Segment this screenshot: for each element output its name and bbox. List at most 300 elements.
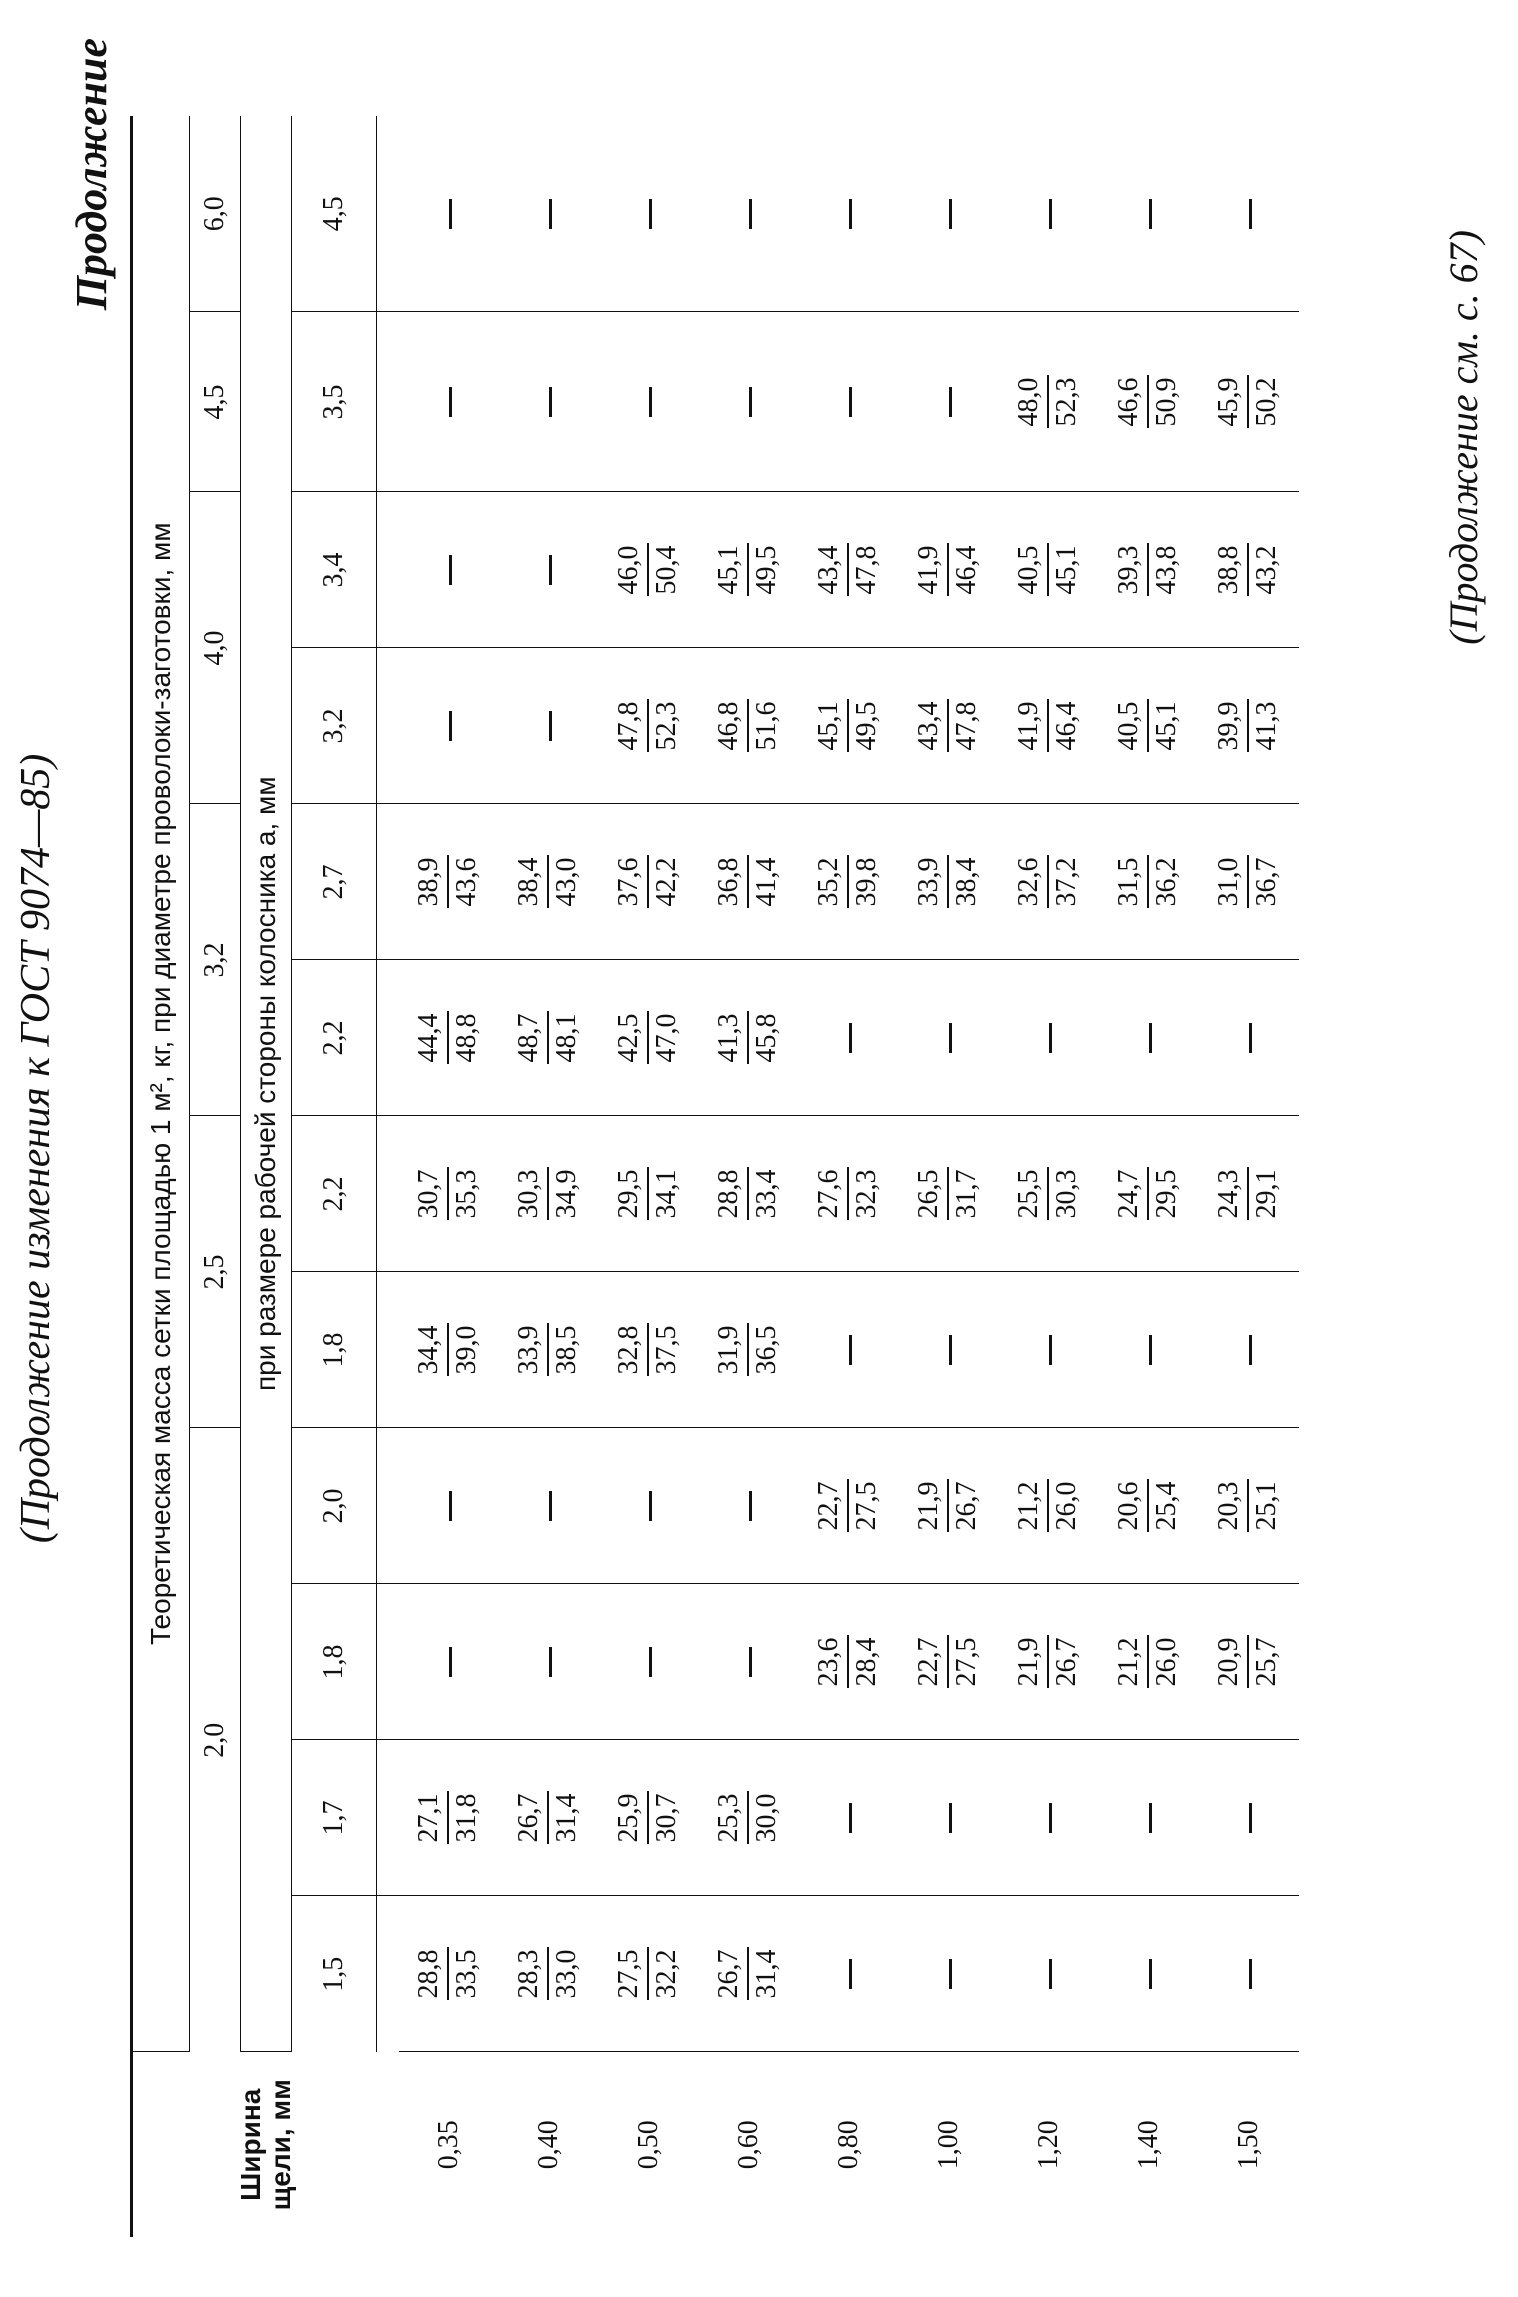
table-cell (1099, 1584, 1199, 1740)
table-cell (599, 1896, 699, 2052)
table-cell (599, 1584, 699, 1740)
table-cell (1199, 1116, 1299, 1272)
mass-value-top: 43,4 (915, 700, 949, 753)
a-size-header: 1,7 (292, 1740, 377, 1896)
mass-value-bottom: 50,4 (651, 545, 682, 595)
mass-fraction (1015, 1480, 1081, 1533)
mass-value-top: 46,6 (1115, 376, 1149, 429)
mass-fraction (615, 1324, 681, 1377)
table-row (399, 116, 499, 2237)
table-cell (999, 116, 1099, 312)
mass-value-bottom: 47,8 (951, 701, 982, 751)
mass-value-bottom: 39,0 (451, 1325, 482, 1375)
table-cell (1099, 492, 1199, 648)
empty-dash (449, 1647, 452, 1677)
table-cell (999, 1896, 1099, 2052)
mass-value-bottom: 26,0 (1051, 1481, 1082, 1531)
mass-value-top: 41,9 (915, 544, 949, 597)
mass-fraction (1215, 700, 1281, 753)
mass-fraction (515, 1324, 581, 1377)
mass-fraction (815, 700, 881, 753)
mass-value-top: 48,7 (515, 1012, 549, 1065)
table-cell (499, 1896, 599, 2052)
mass-fraction (415, 1168, 481, 1221)
a-size-header: 2,2 (292, 960, 377, 1116)
table-cell (799, 1272, 899, 1428)
mass-fraction (515, 1012, 581, 1065)
mass-fraction (1115, 376, 1181, 429)
empty-dash (1149, 199, 1152, 229)
empty-dash (1149, 1959, 1152, 1989)
table-cell (699, 804, 799, 960)
empty-dash (1249, 199, 1252, 229)
a-size-header: 1,8 (292, 1272, 377, 1428)
mass-fraction (715, 1324, 781, 1377)
mass-value-top: 31,5 (1115, 856, 1149, 909)
mass-value-top: 28,8 (715, 1168, 749, 1221)
table-cell (799, 1896, 899, 2052)
mass-value-top: 47,8 (615, 700, 649, 753)
mass-value-bottom: 47,8 (851, 545, 882, 595)
mass-fraction (615, 544, 681, 597)
mass-fraction (715, 700, 781, 753)
mass-value-bottom: 49,5 (751, 545, 782, 595)
diameter-header-row (190, 116, 241, 2237)
mass-value-top: 25,5 (1015, 1168, 1049, 1221)
mass-value-bottom: 33,4 (751, 1169, 782, 1219)
header-rule-cell (377, 492, 400, 648)
empty-dash (449, 711, 452, 741)
mass-value-top: 20,9 (1215, 1636, 1249, 1689)
table-cell (399, 312, 499, 492)
table-cell (699, 312, 799, 492)
mass-fraction (1115, 1168, 1181, 1221)
mass-fraction (1115, 856, 1181, 909)
table-cell (1099, 1428, 1199, 1584)
mass-value-top: 41,3 (715, 1012, 749, 1065)
table-row (499, 116, 599, 2237)
table-cell (999, 1116, 1099, 1272)
row-label: 1,00 (933, 2120, 964, 2170)
table-cell (799, 1116, 899, 1272)
mass-value-top: 31,9 (715, 1324, 749, 1377)
row-label: 0,60 (733, 2120, 764, 2170)
table-cell (799, 960, 899, 1116)
table-cell (899, 1116, 999, 1272)
table-cell (599, 1116, 699, 1272)
table-header (132, 116, 400, 2237)
mass-value-top: 33,9 (915, 856, 949, 909)
diameter-header: 4,0 (190, 492, 241, 804)
mass-value-bottom: 46,4 (1051, 701, 1082, 751)
empty-dash (549, 1491, 552, 1521)
empty-dash (1049, 1023, 1052, 1053)
table-cell (1199, 648, 1299, 804)
mass-value-bottom: 39,8 (851, 857, 882, 907)
table-cell (1099, 648, 1199, 804)
mass-value-bottom: 25,1 (1251, 1481, 1282, 1531)
mass-fraction (1215, 376, 1281, 429)
table-cell (499, 116, 599, 312)
mass-fraction (615, 1948, 681, 2001)
mass-fraction (915, 544, 981, 597)
table-cell (1199, 492, 1299, 648)
mass-fraction (1215, 1636, 1281, 1689)
mass-fraction (515, 1168, 581, 1221)
table-cell (899, 1740, 999, 1896)
mass-value-top: 27,1 (415, 1792, 449, 1845)
mass-value-bottom: 52,3 (1051, 377, 1082, 427)
mass-fraction (715, 856, 781, 909)
mass-value-top: 26,5 (915, 1168, 949, 1221)
mass-fraction (815, 856, 881, 909)
mass-value-top: 22,7 (915, 1636, 949, 1689)
table-cell (499, 1116, 599, 1272)
empty-dash (949, 1959, 952, 1989)
table-cell (1099, 1740, 1199, 1896)
mass-value-top: 24,7 (1115, 1168, 1149, 1221)
column-header-mass: Теоретическая масса сетки площадью 1 м², кг, при диаметре проволоки-заготовки, мм (132, 116, 190, 2052)
empty-dash (549, 711, 552, 741)
a-size-header: 2,7 (292, 804, 377, 960)
empty-dash (1049, 1803, 1052, 1833)
empty-dash (1049, 1959, 1052, 1989)
table-cell (699, 1740, 799, 1896)
mass-fraction (715, 1168, 781, 1221)
table-cell (799, 1428, 899, 1584)
table-cell (1099, 1272, 1199, 1428)
mass-value-bottom: 31,4 (551, 1793, 582, 1843)
empty-dash (749, 1647, 752, 1677)
mass-value-bottom: 52,3 (651, 701, 682, 751)
table-cell (899, 116, 999, 312)
mass-value-top: 28,3 (515, 1948, 549, 2001)
mass-fraction (415, 856, 481, 909)
table-cell (699, 1896, 799, 2052)
mass-fraction (915, 700, 981, 753)
column-header-a-size: при размере рабочей стороны колосника a, мм (241, 116, 292, 2052)
row-label: 0,80 (833, 2120, 864, 2170)
mass-value-bottom: 51,6 (751, 701, 782, 751)
table-cell (699, 648, 799, 804)
mass-value-top: 21,9 (1015, 1636, 1049, 1689)
empty-dash (449, 1491, 452, 1521)
table-cell (899, 312, 999, 492)
mass-value-bottom: 31,8 (451, 1793, 482, 1843)
mass-fraction (515, 856, 581, 909)
mass-fraction (1215, 856, 1281, 909)
table-cell (699, 116, 799, 312)
mass-value-bottom: 37,2 (1051, 857, 1082, 907)
mass-value-bottom: 26,7 (1051, 1637, 1082, 1687)
mass-value-top: 34,4 (415, 1324, 449, 1377)
empty-dash (949, 1023, 952, 1053)
a-size-header: 1,8 (292, 1584, 377, 1740)
mass-value-top: 26,7 (715, 1948, 749, 2001)
mass-value-top: 21,2 (1015, 1480, 1049, 1533)
table-cell (399, 1896, 499, 2052)
empty-dash (649, 199, 652, 229)
empty-dash (1149, 1335, 1152, 1365)
mass-value-top: 45,9 (1215, 376, 1249, 429)
table-cell (599, 1740, 699, 1896)
empty-dash (549, 199, 552, 229)
mass-fraction (1015, 700, 1081, 753)
empty-dash (1249, 1959, 1252, 1989)
table-cell (799, 1740, 899, 1896)
mass-value-top: 48,0 (1015, 376, 1049, 429)
mass-value-top: 43,4 (815, 544, 849, 597)
table-cell (999, 804, 1099, 960)
mass-value-top: 45,1 (815, 700, 849, 753)
row-label: 1,50 (1233, 2120, 1264, 2170)
mass-value-top: 37,6 (615, 856, 649, 909)
table-cell (1099, 116, 1199, 312)
mass-value-top: 35,2 (815, 856, 849, 909)
mass-fraction (1215, 544, 1281, 597)
mass-fraction (1215, 1168, 1281, 1221)
mass-value-top: 30,3 (515, 1168, 549, 1221)
continuation-label: Продолжение (67, 38, 116, 311)
table-cell (1199, 1272, 1299, 1428)
mass-value-bottom: 36,5 (751, 1325, 782, 1375)
table-cell (999, 312, 1099, 492)
header-rule-cell (377, 1584, 400, 1740)
table-cell (499, 1740, 599, 1896)
table-cell (599, 960, 699, 1116)
header-rule-cell (377, 648, 400, 804)
mass-value-bottom: 46,4 (951, 545, 982, 595)
mass-value-bottom: 45,1 (1151, 701, 1182, 751)
mass-value-top: 24,3 (1215, 1168, 1249, 1221)
empty-dash (1149, 1803, 1152, 1833)
mass-value-bottom: 26,0 (1151, 1637, 1182, 1687)
table-cell (899, 648, 999, 804)
mass-value-bottom: 35,3 (451, 1169, 482, 1219)
mass-value-bottom: 36,7 (1251, 857, 1282, 907)
mass-value-bottom: 29,5 (1151, 1169, 1182, 1219)
table-row (1199, 116, 1299, 2237)
mass-value-top: 20,6 (1115, 1480, 1149, 1533)
mass-value-bottom: 27,5 (951, 1637, 982, 1687)
table-cell (499, 648, 599, 804)
table-cell (799, 804, 899, 960)
mass-value-top: 23,6 (815, 1636, 849, 1689)
table-cell (599, 1272, 699, 1428)
row-label: 1,40 (1133, 2120, 1164, 2170)
table-row (799, 116, 899, 2237)
mass-value-top: 38,4 (515, 856, 549, 909)
mass-value-top: 20,3 (1215, 1480, 1249, 1533)
mass-fraction (615, 1168, 681, 1221)
table-cell (1099, 1116, 1199, 1272)
header-rule-cell (377, 1740, 400, 1896)
row-label: 0,50 (633, 2120, 664, 2170)
table-cell (999, 492, 1099, 648)
table-cell (499, 960, 599, 1116)
mass-fraction (1215, 1480, 1281, 1533)
mass-value-bottom: 43,8 (1151, 545, 1182, 595)
table-cell (1099, 804, 1199, 960)
mass-fraction (415, 1012, 481, 1065)
mass-value-bottom: 49,5 (851, 701, 882, 751)
mass-value-top: 39,9 (1215, 700, 1249, 753)
empty-dash (849, 1803, 852, 1833)
table-cell (499, 804, 599, 960)
empty-dash (949, 199, 952, 229)
mass-fraction (1015, 544, 1081, 597)
table-cell (1099, 1896, 1199, 2052)
empty-dash (649, 387, 652, 417)
empty-dash (1249, 1803, 1252, 1833)
a-size-header: 2,2 (292, 1116, 377, 1272)
mass-value-bottom: 31,7 (951, 1169, 982, 1219)
mass-value-bottom: 34,9 (551, 1169, 582, 1219)
mass-value-top: 30,7 (415, 1168, 449, 1221)
table-cell (1199, 1896, 1299, 2052)
mass-table (130, 116, 1299, 2237)
empty-dash (849, 1335, 852, 1365)
diameter-header: 6,0 (190, 116, 241, 312)
mass-value-top: 32,6 (1015, 856, 1049, 909)
a-size-header-row (292, 116, 377, 2237)
mass-value-top: 40,5 (1115, 700, 1149, 753)
mass-fraction (1115, 1480, 1181, 1533)
mass-value-bottom: 38,4 (951, 857, 982, 907)
mass-value-bottom: 25,7 (1251, 1637, 1282, 1687)
mass-value-bottom: 41,3 (1251, 701, 1282, 751)
empty-dash (949, 1335, 952, 1365)
mass-fraction (715, 544, 781, 597)
mass-value-bottom: 28,4 (851, 1637, 882, 1687)
diameter-header: 4,5 (190, 312, 241, 492)
empty-dash (849, 1023, 852, 1053)
empty-dash (549, 387, 552, 417)
mass-value-bottom: 45,1 (1051, 545, 1082, 595)
column-header-slot-width (132, 2052, 400, 2237)
mass-value-top: 39,3 (1115, 544, 1149, 597)
mass-value-top: 40,5 (1015, 544, 1049, 597)
a-size-header: 3,5 (292, 312, 377, 492)
header-rule-cell (377, 116, 400, 312)
empty-dash (849, 199, 852, 229)
empty-dash (749, 1491, 752, 1521)
table-cell (1199, 1584, 1299, 1740)
table-cell (599, 312, 699, 492)
mass-value-bottom: 30,3 (1051, 1169, 1082, 1219)
mass-value-bottom: 33,0 (551, 1949, 582, 1999)
mass-value-bottom: 32,2 (651, 1949, 682, 1999)
empty-dash (549, 555, 552, 585)
mass-fraction (815, 1168, 881, 1221)
mass-value-bottom: 30,7 (651, 1793, 682, 1843)
empty-dash (1249, 1023, 1252, 1053)
empty-dash (449, 387, 452, 417)
mass-value-bottom: 41,4 (751, 857, 782, 907)
mass-value-bottom: 38,5 (551, 1325, 582, 1375)
table-cell (799, 492, 899, 648)
header-rule-cell (377, 1896, 400, 2052)
table-cell (999, 648, 1099, 804)
mass-fraction (1015, 856, 1081, 909)
empty-dash (649, 1647, 652, 1677)
mass-value-bottom: 48,1 (551, 1013, 582, 1063)
mass-value-top: 31,0 (1215, 856, 1249, 909)
header-rule-cell (377, 804, 400, 960)
table-cell (599, 1428, 699, 1584)
table-cell (699, 1272, 799, 1428)
table-cell (699, 1584, 799, 1740)
table-cell (1199, 1740, 1299, 1896)
empty-dash (1149, 1023, 1152, 1053)
mass-value-top: 42,5 (615, 1012, 649, 1065)
mass-fraction (615, 1792, 681, 1845)
table-cell (699, 1116, 799, 1272)
mass-fraction (715, 1012, 781, 1065)
mass-value-bottom: 48,8 (451, 1013, 482, 1063)
mass-value-bottom: 50,2 (1251, 377, 1282, 427)
mass-value-top: 25,9 (615, 1792, 649, 1845)
mass-fraction (515, 1948, 581, 2001)
mass-fraction (1015, 1168, 1081, 1221)
mass-value-top: 44,4 (415, 1012, 449, 1065)
table-cell (399, 1116, 499, 1272)
a-size-header: 3,2 (292, 648, 377, 804)
table-cell (999, 1740, 1099, 1896)
table-cell (899, 960, 999, 1116)
a-size-header: 4,5 (292, 116, 377, 312)
empty-dash (749, 387, 752, 417)
mass-fraction (815, 1480, 881, 1533)
mass-fraction (1015, 1636, 1081, 1689)
mass-value-top: 21,9 (915, 1480, 949, 1533)
table-cell (399, 960, 499, 1116)
mass-value-bottom: 26,7 (951, 1481, 982, 1531)
table-cell (399, 648, 499, 804)
mass-value-bottom: 43,2 (1251, 545, 1282, 595)
empty-dash (949, 387, 952, 417)
table-row (699, 116, 799, 2237)
table-cell (499, 492, 599, 648)
table-cell (699, 492, 799, 648)
mass-value-top: 26,7 (515, 1792, 549, 1845)
mass-fraction (915, 1168, 981, 1221)
table-cell (999, 960, 1099, 1116)
table-cell (799, 1584, 899, 1740)
mass-value-bottom: 29,1 (1251, 1169, 1282, 1219)
table-cell (599, 804, 699, 960)
mass-value-bottom: 37,5 (651, 1325, 682, 1375)
mass-fraction (415, 1792, 481, 1845)
table-cell (799, 116, 899, 312)
table-cell (899, 1584, 999, 1740)
empty-dash (749, 199, 752, 229)
row-label: 0,40 (533, 2120, 564, 2170)
table-cell (599, 648, 699, 804)
mass-value-top: 21,2 (1115, 1636, 1149, 1689)
table-row (999, 116, 1099, 2237)
a-size-header: 2,0 (292, 1428, 377, 1584)
table-cell (499, 1428, 599, 1584)
row-label: 1,20 (1033, 2120, 1064, 2170)
empty-dash (1249, 1335, 1252, 1365)
diameter-header: 3,2 (190, 804, 241, 1116)
mass-value-bottom: 25,4 (1151, 1481, 1182, 1531)
mass-fraction (915, 1636, 981, 1689)
empty-dash (449, 555, 452, 585)
table-cell (799, 648, 899, 804)
table-cell (399, 1428, 499, 1584)
